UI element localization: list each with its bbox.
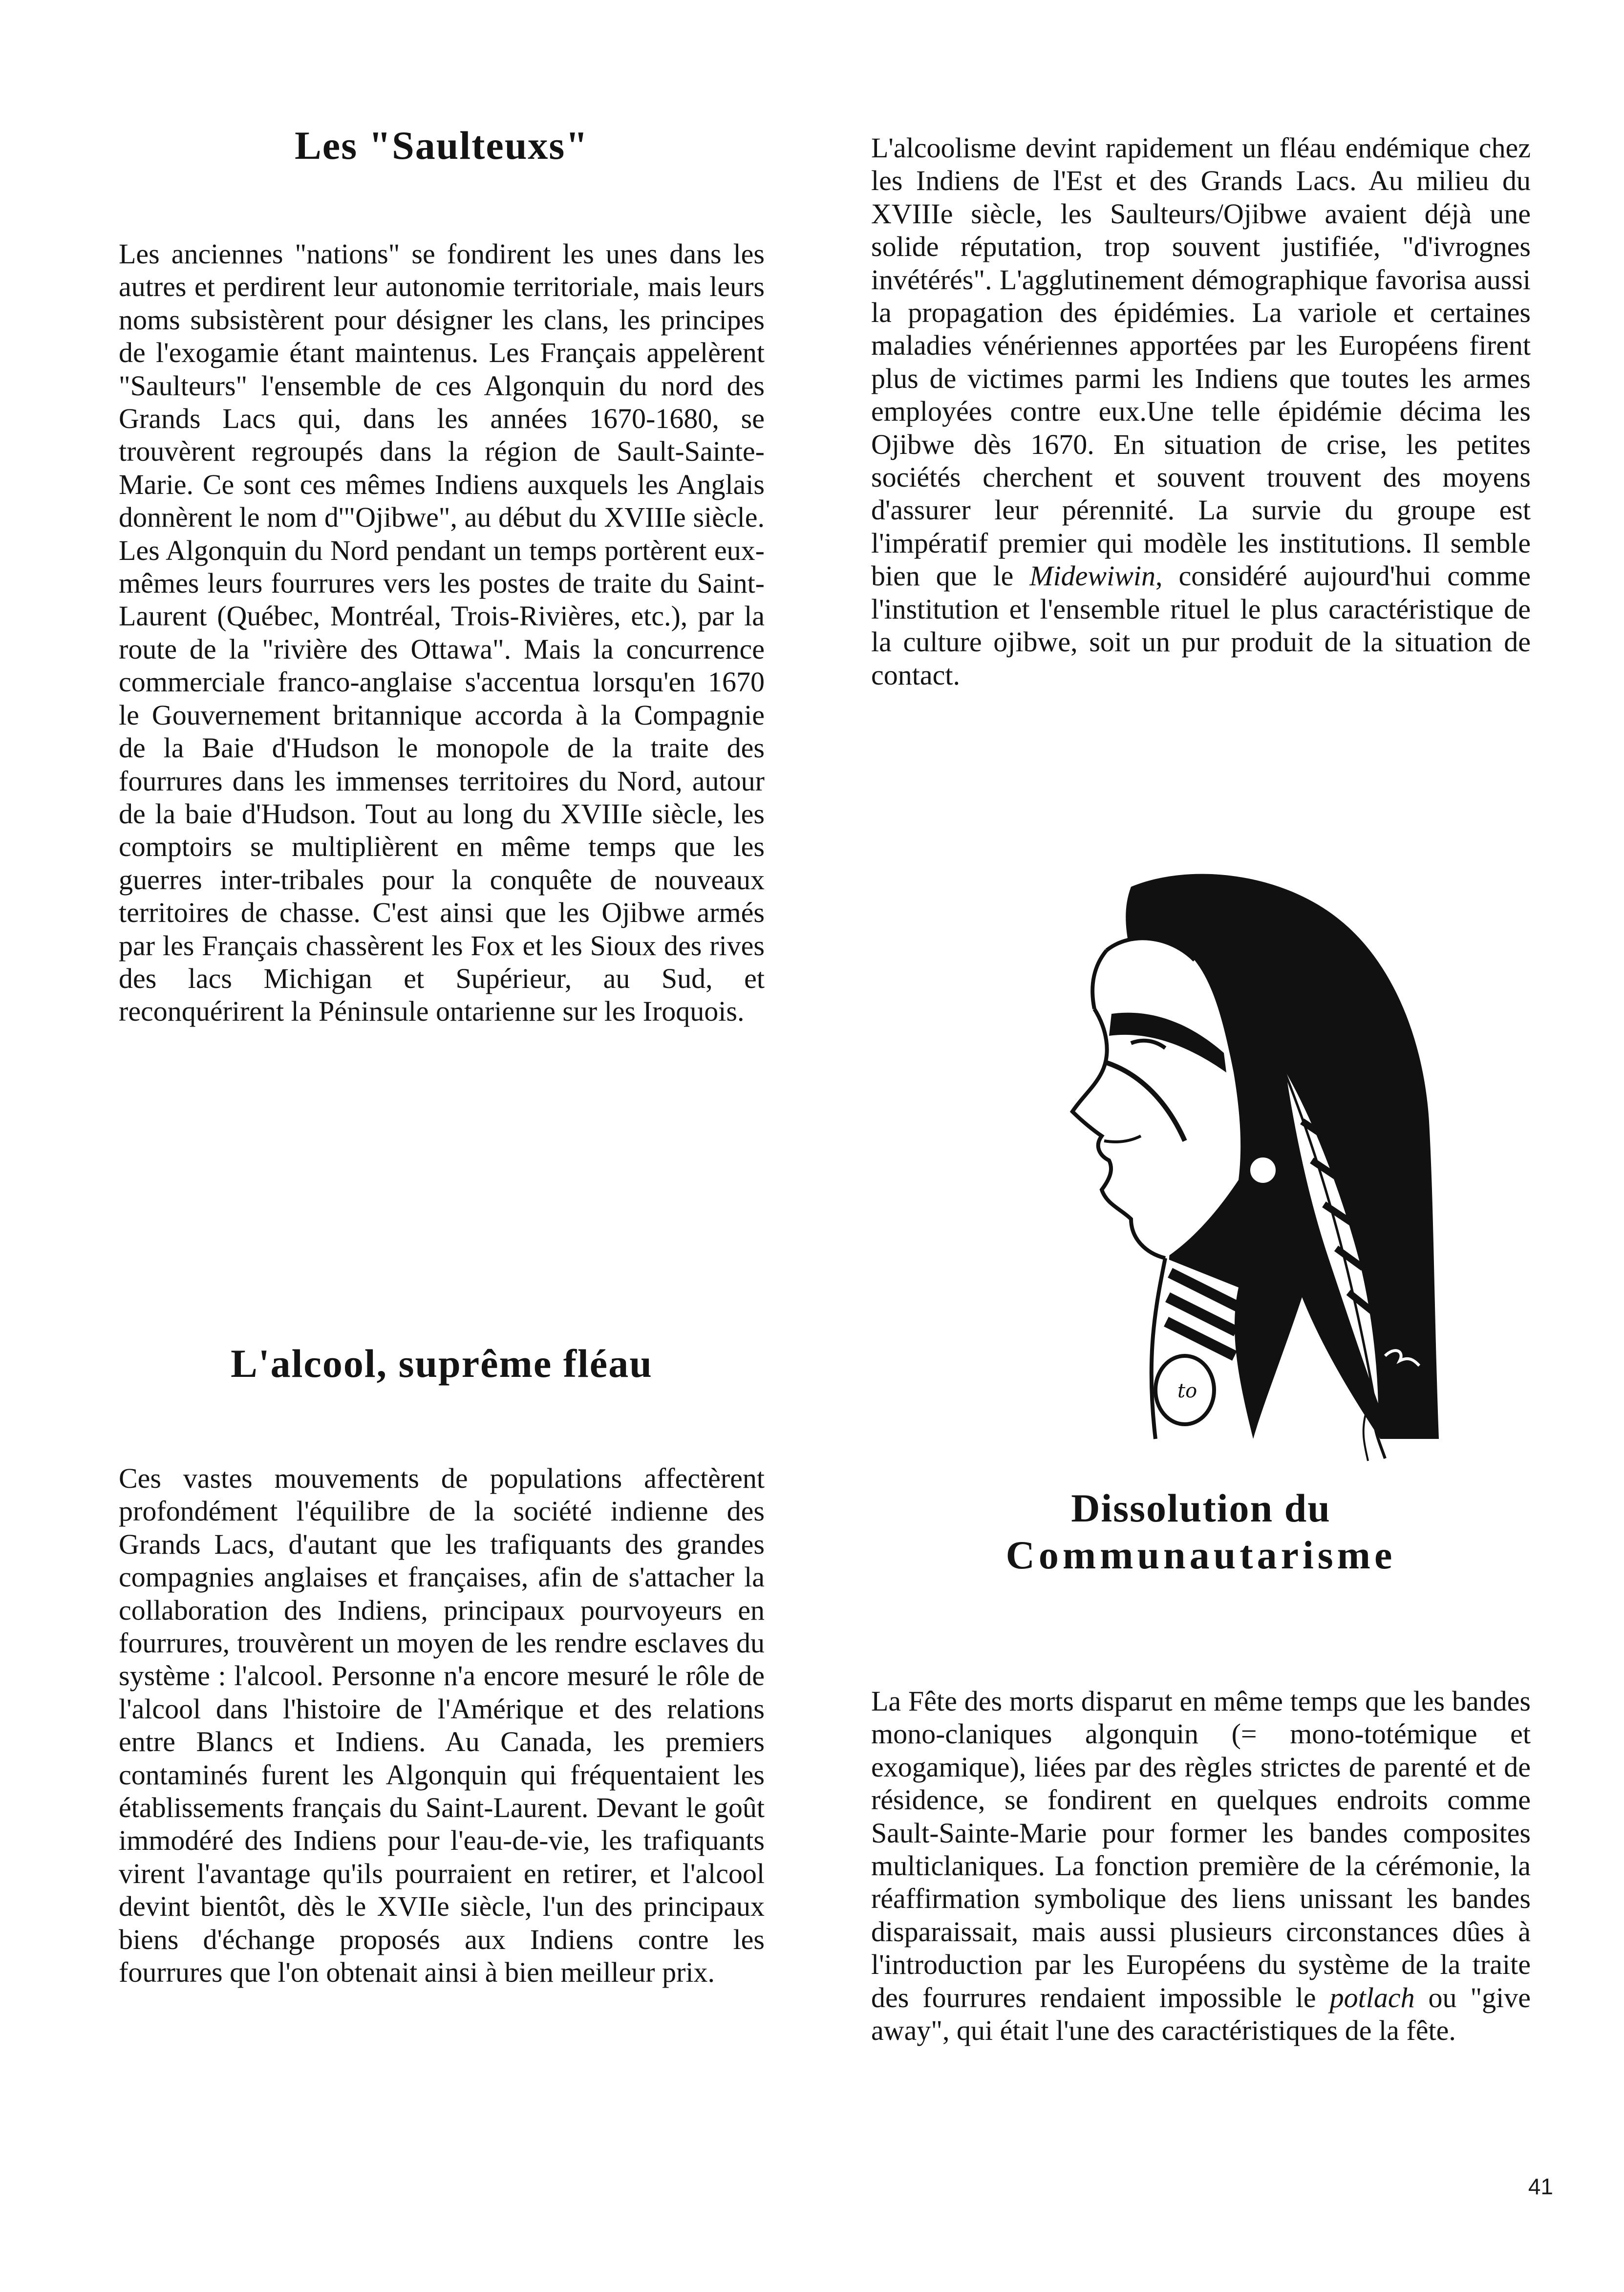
title-line: Communautarisme [1005, 1533, 1396, 1577]
svg-text:to: to [1177, 1380, 1197, 1402]
text-run: La Fête des morts disparut en même temps que les bandes mono-claniques algonquin (= mono-totémique et exogamique), liées par des règles strictes de parenté et de résidence, se fondirent en quelques endroits comme Sault-Sainte-Marie pour former les bandes composites multiclaniques. La fonction première de la cérémonie, la réaffirmation symbolique des liens unissant les bandes disparaissait, mais aussi plusieurs circonstances dûes à l'introduction par les Européens du système de la traite des fourrures rendaient impossible le [871, 1685, 1531, 2014]
alcool-continuation-column [871, 131, 1531, 691]
section-title-saulteux: Les "Saulteuxs" [295, 123, 589, 168]
italic-term: Midewiwin [1029, 560, 1156, 592]
alcool-paragraph: Ces vastes mouvements de populations affectèrent profondément l'équilibre de la société indienne des Grands Lacs, d'autant que les trafiquants des grandes compagnies anglaises et françaises, afin de s'attacher la collaboration des Indiens, principaux pourvoyeurs en fourrures, trouvèrent un moyen de les rendre esclaves du système : l'alcool. Personne n'a encore mesuré le rôle de l'alcool dans l'histoire de l'Amérique et des relations entre Blancs et Indiens. Au Canada, les premiers contaminés furent les Algonquin qui fréquentaient les établissements français du Saint-Laurent. Devant le goût immodéré des Indiens pour l'eau-de-vie, les trafiquants virent l'avantage qu'ils pourraient en retirer, et l'alcool devint bientôt, dès le XVIIe siècle, l'un des principaux biens d'échange proposés aux Indiens contre les fourrures que l'on obtenait ainsi à bien meilleur prix. [119, 1462, 765, 1989]
text-run: ou "give away", qui était l'une des caractéristiques de la fête. [871, 1981, 1531, 2047]
text-run: , considéré aujourd'hui comme l'institution et l'ensemble rituel le plus caractéristique de la culture ojibwe, soit un pur produit de la situation de contact. [871, 560, 1531, 691]
native-portrait-icon [1009, 867, 1439, 1463]
alcool-continuation-paragraph [871, 131, 1531, 691]
page-number: 41 [1528, 2174, 1553, 2199]
italic-term: potlach [1329, 1981, 1415, 2014]
dissolution-paragraph [871, 1685, 1531, 2047]
section-title-alcool: L'alcool, suprême fléau [231, 1341, 653, 1386]
section-title-dissolution [871, 1485, 1531, 1579]
saulteux-column [119, 237, 765, 1028]
saulteux-paragraph: Les anciennes "nations" se fondirent les unes dans les autres et perdirent leur autonomie territoriale, mais leurs noms subsistèrent pour désigner les clans, les principes de l'exogamie étant maintenus. Les Français appelèrent "Saulteurs" l'ensemble de ces Algonquin du nord des Grands Lacs qui, dans les années 1670-1680, se trouvèrent regroupés dans la région de Sault-Sainte-Marie. Ce sont ces mêmes Indiens auxquels les Anglais donnèrent le nom d'"Ojibwe", au début du XVIIIe siècle. Les Algonquin du Nord pendant un temps portèrent eux-mêmes leurs fourrures vers les postes de traite du Saint-Laurent (Québec, Montréal, Trois-Rivières, etc.), par la route de la "rivière des Ottawa". Mais la concurrence commerciale franco-anglaise s'accentua lorsqu'en 1670 le Gouvernement britannique accorda à la Compagnie de la Baie d'Hudson le monopole de la traite des fourrures dans les immenses territoires du Nord, autour de la baie d'Hudson. Tout au long du XVIIIe siècle, les comptoirs se multiplièrent en même temps que les guerres inter-tribales pour la conquête de nouveaux territoires de chasse. C'est ainsi que les Ojibwe armés par les Français chassèrent les Fox et les Sioux des rives des lacs Michigan et Supérieur, au Sud, et reconquérirent la Péninsule ontarienne sur les Iroquois. [119, 238, 765, 1028]
alcool-column [119, 1462, 765, 1989]
text-run: L'alcoolisme devint rapidement un fléau endémique chez les Indiens de l'Est et des Grands Lacs. Au milieu du XVIIIe siècle, les Saulteurs/Ojibwe avaient déjà une solide réputation, trop souvent justifiée, "d'ivrognes invétérés". L'agglutinement démographique favorisa aussi la propagation des épidémies. La variole et certaines maladies vénériennes apportées par les Européens firent plus de victimes parmi les Indiens que toutes les armes employées contre eux.Une telle épidémie décima les Ojibwe dès 1670. En situation de crise, les petites sociétés cherchent et souvent trouvent des moyens d'assurer leur pérennité. La survie du groupe est l'impératif premier qui modèle les institutions. Il semble bien que le [871, 132, 1531, 592]
title-line: Dissolution du [1071, 1486, 1331, 1530]
dissolution-column [871, 1685, 1531, 2047]
